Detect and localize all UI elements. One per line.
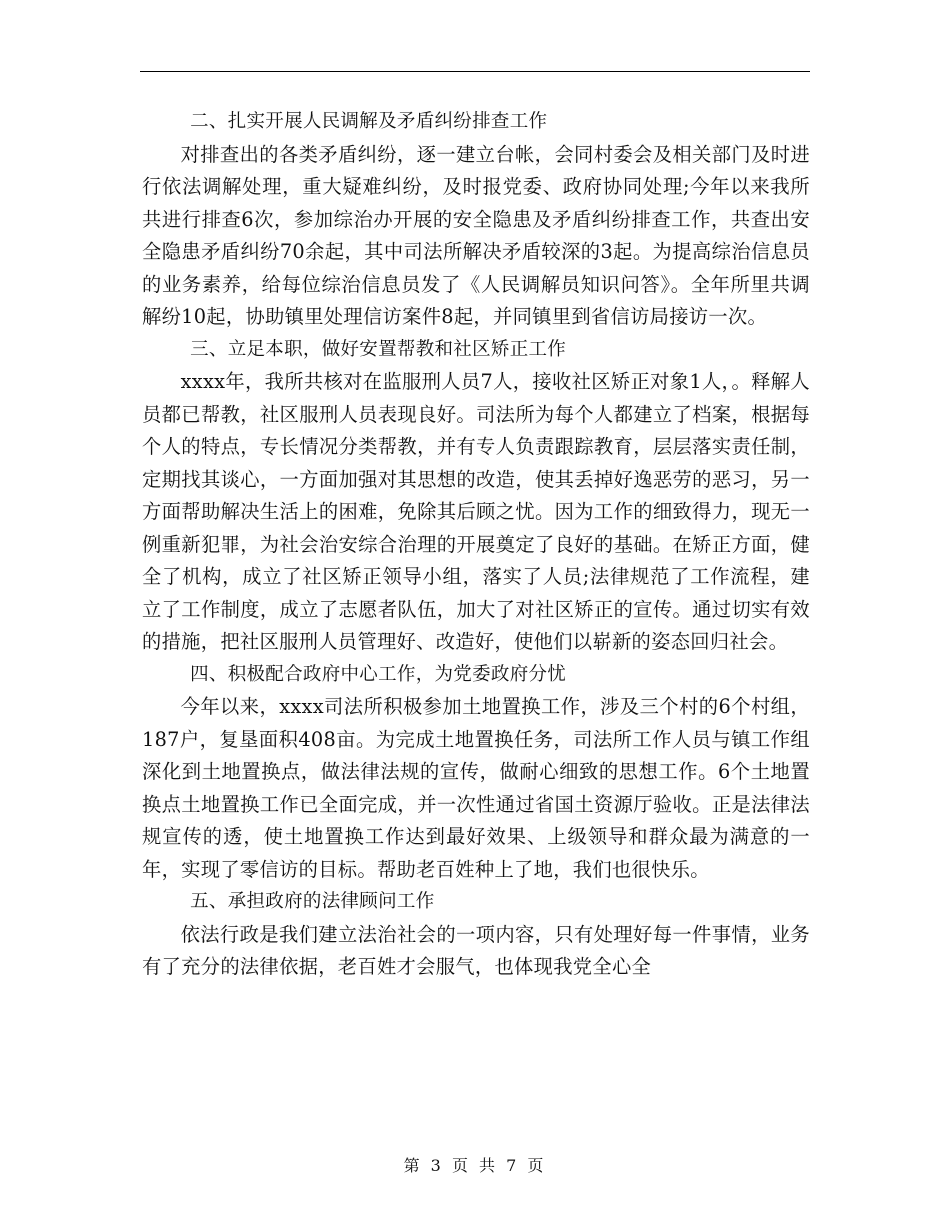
section-paragraph-3: xxxx年，我所共核对在监服刑人员7人，接收社区矫正对象1人，。释解人员都已帮教，社区服刑人员表现良好。司法所为每个人都建立了档案，根据每个人的特点，专长情况分类帮教，并有专人负责跟踪教育，层层落实责任制，定期找其谈心，一方面加强对其思想的改造，使其丢掉好逸恶劳的恶习，另一方面帮助解决生活上的困难，免除其后顾之忧。因为工作的细致得力，现无一例重新犯罪，为社会治安综合治理的开展奠定了良好的基础。在矫正方面，健全了机构，成立了社区矫正领导小组，落实了人员;法律规范了工作流程，建立了工作制度，成立了志愿者队伍，加大了对社区矫正的宣传。通过切实有效的措施，把社区服刑人员管理好、改造好，使他们以崭新的姿态回归社会。 (142, 370, 810, 653)
section-paragraph-4: 今年以来，xxxx司法所积极参加土地置换工作，涉及三个村的6个村组，187户，复垦面积408亩。为完成土地置换任务，司法所工作人员与镇工作组深化到土地置换点，做法律法规的宣传，做耐心细致的思想工作。6个土地置换点土地置换工作已全面完成，并一次性通过省国土资源厅验收。正是法律法规宣传的透，使土地置换工作达到最好效果、上级领导和群众最为满意的一年，实现了零信访的目标。帮助老百姓种上了地，我们也很快乐。 (142, 695, 810, 881)
section-paragraph-5: 依法行政是我们建立法治社会的一项内容，只有处理好每一件事情，业务有了充分的法律依据，老百姓才会服气，也体现我党全心全 (142, 922, 810, 978)
section-heading-2: 二、扎实开展人民调解及矛盾纠纷排查工作 (190, 111, 548, 132)
section-paragraph-2: 对排查出的各类矛盾纠纷，逐一建立台帐，会同村委会及相关部门及时进行依法调解处理，重大疑难纠纷，及时报党委、政府协同处理;今年以来我所共进行排查6次，参加综治办开展的安全隐患及矛盾纠纷排查工作，共查出安全隐患矛盾纠纷70余起，其中司法所解决矛盾较深的3起。为提高综治信息员的业务素养，给每位综治信息员发了《人民调解员知识问答》。全年所里共调解纷10起，协助镇里处理信访案件8起，并同镇里到省信访局接访一次。 (142, 142, 810, 328)
section-heading-3: 三、立足本职，做好安置帮教和社区矫正工作 (190, 338, 567, 360)
section-heading-4: 四、积极配合政府中心工作，为党委政府分忧 (190, 663, 567, 685)
section-heading-5: 五、承担政府的法律顾问工作 (190, 891, 435, 912)
document-body (142, 106, 810, 984)
page-number-footer: 第 3 页 共 7 页 (403, 1156, 547, 1175)
header-rule (140, 71, 810, 72)
